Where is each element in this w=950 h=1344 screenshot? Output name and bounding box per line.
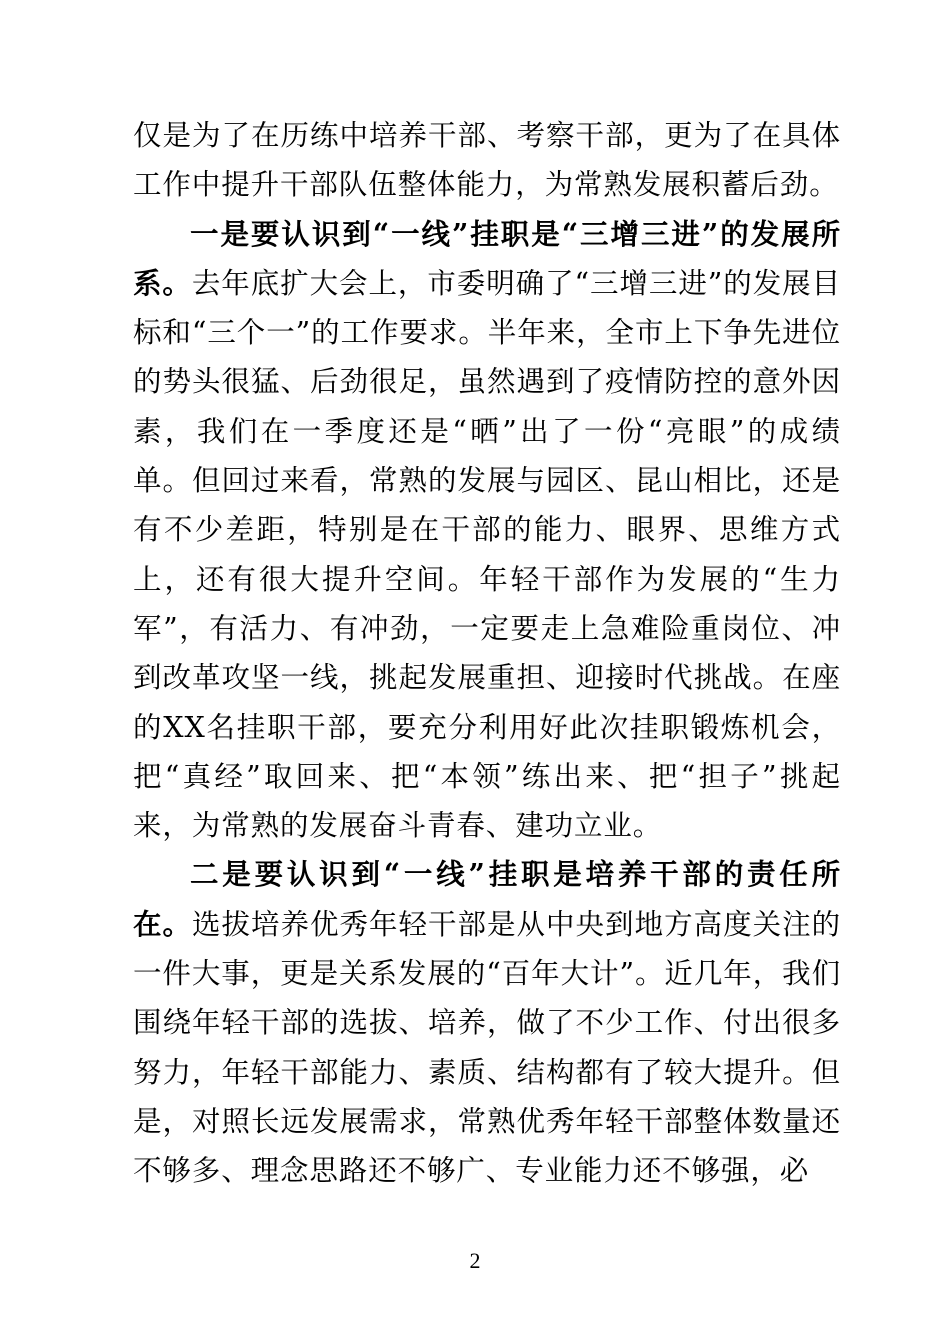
page-number: 2 — [469, 1248, 481, 1273]
paragraph-continuation — [133, 111, 841, 210]
paragraph-first-point — [133, 210, 841, 851]
paragraph-heading: 一是要认识到“一线”挂职是“三增三进”的发展所系。 — [133, 216, 841, 300]
paragraph-heading: 二是要认识到“一线”挂职是培养干部的责任所在。 — [133, 857, 841, 941]
paragraph-second-point — [133, 850, 841, 1195]
paragraph-text: 仅是为了在历练中培养干部、考察干部，更为了在具体工作中提升干部队伍整体能力，为常熟发展积蓄后劲。 — [133, 119, 841, 202]
paragraph-text: 去年底扩大会上，市委明确了“三增三进”的发展目标和“三个一”的工作要求。半年来，全市上下争先进位的势头很猛、后劲很足，虽然遇到了疫情防控的意外因素，我们在一季度还是“晒”出了一份“亮眼”的成绩单。但回过来看，常熟的发展与园区、昆山相比，还是有不少差距，特别是在干部的能力、眼界、思维方式上，还有很大提升空间。年轻干部作为发展的“生力军”，有活力、有冲劲，一定要走上急难险重岗位、冲到改革攻坚一线，挑起发展重担、迎接时代挑战。在座的XX名挂职干部，要充分利用好此次挂职锻炼机会，把“真经”取回来、把“本领”练出来、把“担子”挑起来，为常熟的发展奋斗青春、建功立业。 — [133, 266, 841, 843]
paragraph-text: 选拔培养优秀年轻干部是从中央到地方高度关注的一件大事，更是关系发展的“百年大计”。近几年，我们围绕年轻干部的选拔、培养，做了不少工作、付出很多努力，年轻干部能力、素质、结构都有了较大提升。但是，对照长远发展需求，常熟优秀年轻干部整体数量还不够多、理念思路还不够广、专业能力还不够强，必 — [133, 907, 841, 1188]
document-body — [133, 111, 841, 1196]
